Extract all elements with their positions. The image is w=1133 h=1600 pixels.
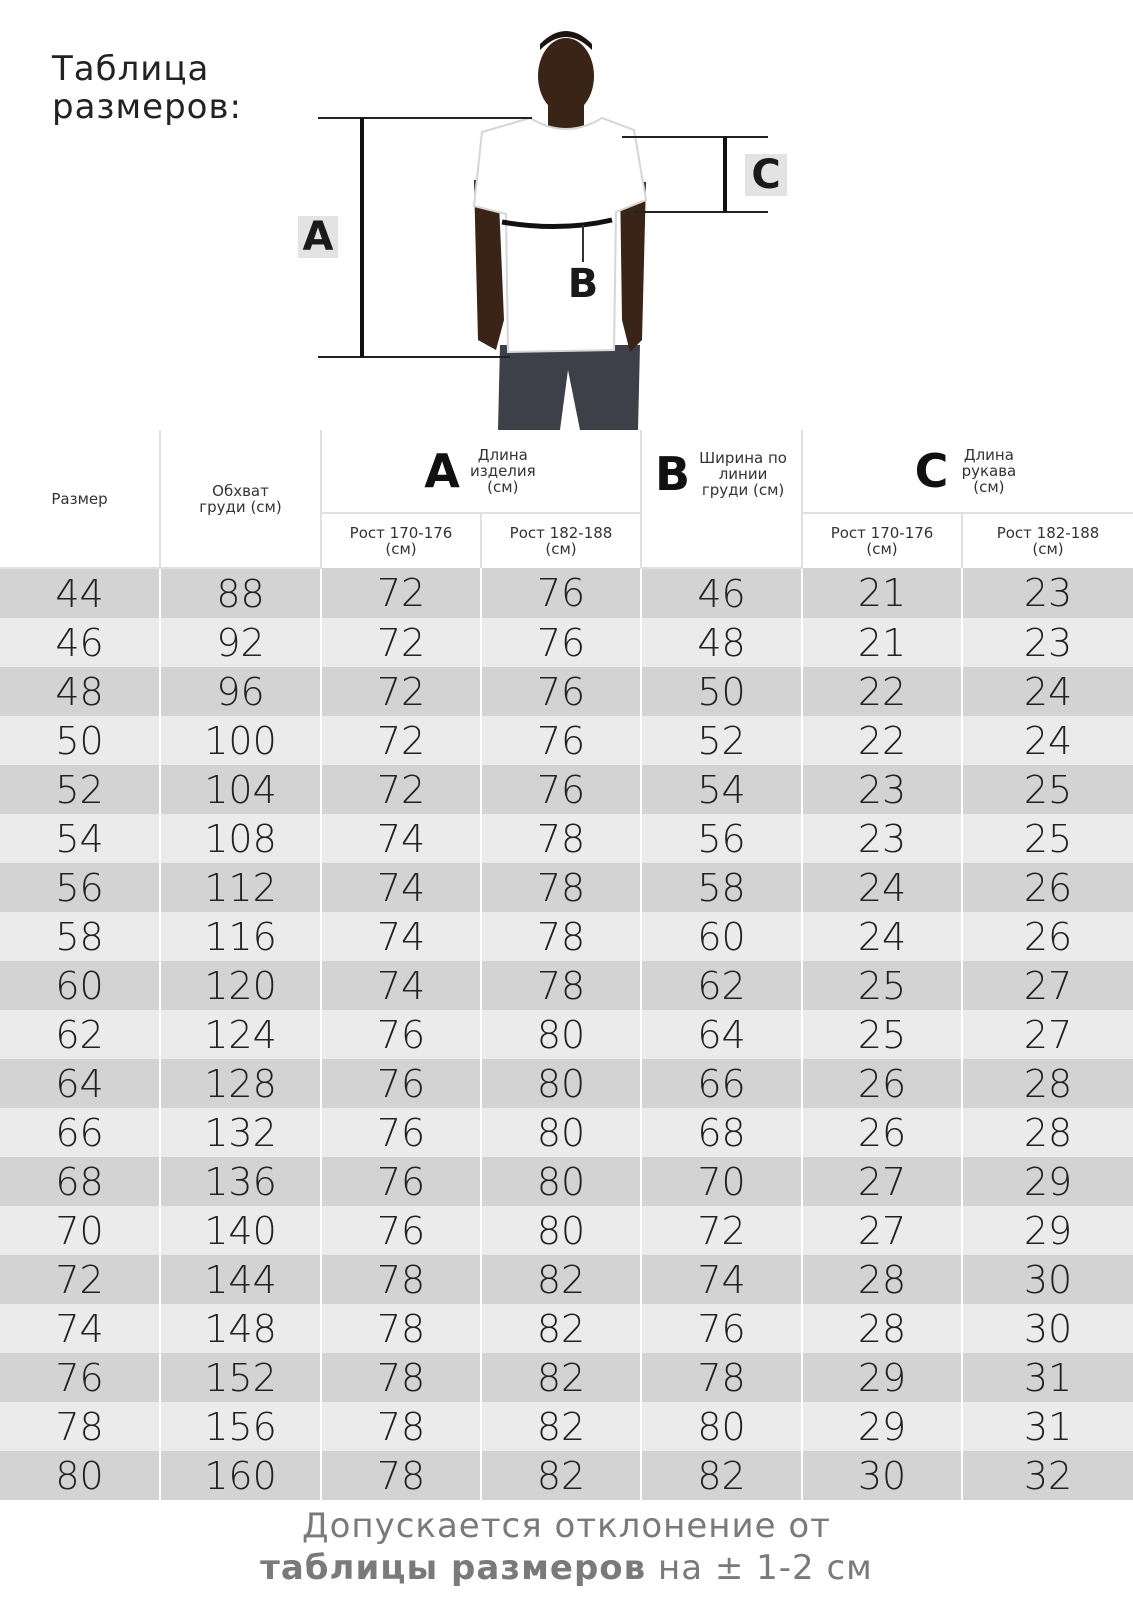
table-cell: 72 <box>321 765 481 814</box>
table-cell: 24 <box>962 716 1133 765</box>
table-cell: 72 <box>321 716 481 765</box>
header-a: A Длина изделия (см) <box>321 430 641 513</box>
table-row <box>0 1108 1133 1157</box>
table-cell: 24 <box>802 912 962 961</box>
table-cell: 76 <box>321 1206 481 1255</box>
table-cell: 80 <box>481 1059 641 1108</box>
header-b: B Ширина по линии груди (см) <box>641 430 802 568</box>
table-cell: 160 <box>160 1451 321 1500</box>
table-cell: 104 <box>160 765 321 814</box>
table-cell: 56 <box>0 863 160 912</box>
table-cell: 31 <box>962 1402 1133 1451</box>
table-cell: 96 <box>160 667 321 716</box>
table-cell: 62 <box>641 961 802 1010</box>
table-cell: 80 <box>641 1402 802 1451</box>
table-cell: 82 <box>481 1255 641 1304</box>
table-cell: 50 <box>641 667 802 716</box>
table-cell: 64 <box>641 1010 802 1059</box>
table-cell: 27 <box>962 1010 1133 1059</box>
table-cell: 58 <box>641 863 802 912</box>
table-cell: 62 <box>0 1010 160 1059</box>
table-cell: 22 <box>802 716 962 765</box>
table-cell: 21 <box>802 568 962 618</box>
table-row <box>0 1010 1133 1059</box>
table-cell: 56 <box>641 814 802 863</box>
table-cell: 124 <box>160 1010 321 1059</box>
table-row <box>0 961 1133 1010</box>
table-cell: 76 <box>321 1010 481 1059</box>
table-cell: 136 <box>160 1157 321 1206</box>
table-cell: 68 <box>641 1108 802 1157</box>
table-cell: 78 <box>0 1402 160 1451</box>
table-cell: 82 <box>481 1304 641 1353</box>
table-cell: 48 <box>641 618 802 667</box>
table-cell: 80 <box>481 1157 641 1206</box>
table-cell: 74 <box>321 961 481 1010</box>
table-cell: 31 <box>962 1353 1133 1402</box>
table-cell: 80 <box>481 1108 641 1157</box>
table-row <box>0 568 1133 618</box>
table-cell: 26 <box>962 863 1133 912</box>
table-cell: 144 <box>160 1255 321 1304</box>
header-c-height2: Рост 182-188 (см) <box>962 513 1133 568</box>
table-row <box>0 1304 1133 1353</box>
table-cell: 76 <box>481 667 641 716</box>
table-cell: 30 <box>962 1255 1133 1304</box>
table-cell: 74 <box>0 1304 160 1353</box>
table-cell: 30 <box>802 1451 962 1500</box>
table-cell: 74 <box>641 1255 802 1304</box>
table-cell: 100 <box>160 716 321 765</box>
table-cell: 132 <box>160 1108 321 1157</box>
table-cell: 82 <box>481 1353 641 1402</box>
table-cell: 28 <box>802 1304 962 1353</box>
table-row <box>0 667 1133 716</box>
table-cell: 29 <box>962 1157 1133 1206</box>
table-cell: 74 <box>321 912 481 961</box>
table-cell: 46 <box>641 568 802 618</box>
table-cell: 88 <box>160 568 321 618</box>
table-cell: 92 <box>160 618 321 667</box>
table-cell: 54 <box>641 765 802 814</box>
table-cell: 24 <box>962 667 1133 716</box>
table-cell: 27 <box>802 1206 962 1255</box>
table-cell: 25 <box>802 1010 962 1059</box>
table-row <box>0 863 1133 912</box>
table-cell: 68 <box>0 1157 160 1206</box>
header-c: C Длина рукава (см) <box>802 430 1133 513</box>
table-cell: 28 <box>962 1059 1133 1108</box>
table-cell: 78 <box>481 863 641 912</box>
label-a: A <box>298 216 338 258</box>
table-cell: 78 <box>321 1451 481 1500</box>
table-cell: 27 <box>802 1157 962 1206</box>
header-size: Размер <box>0 430 160 568</box>
table-cell: 116 <box>160 912 321 961</box>
footer-bold: таблицы размеров <box>260 1548 647 1588</box>
table-cell: 50 <box>0 716 160 765</box>
table-cell: 76 <box>481 618 641 667</box>
label-c: C <box>745 154 787 196</box>
table-cell: 80 <box>481 1206 641 1255</box>
table-row <box>0 814 1133 863</box>
table-cell: 74 <box>321 814 481 863</box>
table-cell: 108 <box>160 814 321 863</box>
table-cell: 60 <box>0 961 160 1010</box>
table-cell: 72 <box>0 1255 160 1304</box>
table-cell: 156 <box>160 1402 321 1451</box>
person-illustration <box>474 31 646 430</box>
table-row <box>0 1157 1133 1206</box>
table-cell: 72 <box>321 667 481 716</box>
table-cell: 26 <box>802 1108 962 1157</box>
table-cell: 27 <box>962 961 1133 1010</box>
table-cell: 29 <box>802 1402 962 1451</box>
table-cell: 28 <box>962 1108 1133 1157</box>
table-cell: 48 <box>0 667 160 716</box>
table-cell: 23 <box>962 568 1133 618</box>
table-cell: 82 <box>481 1451 641 1500</box>
table-row <box>0 716 1133 765</box>
table-cell: 76 <box>321 1108 481 1157</box>
label-b: B <box>563 262 603 306</box>
table-cell: 80 <box>481 1010 641 1059</box>
table-cell: 66 <box>641 1059 802 1108</box>
table-cell: 128 <box>160 1059 321 1108</box>
table-cell: 78 <box>321 1304 481 1353</box>
table-cell: 78 <box>481 912 641 961</box>
table-cell: 152 <box>160 1353 321 1402</box>
header-chest: Обхват груди (см) <box>160 430 321 568</box>
table-cell: 78 <box>321 1402 481 1451</box>
header-a-height2: Рост 182-188 (см) <box>481 513 641 568</box>
table-cell: 76 <box>0 1353 160 1402</box>
table-cell: 52 <box>0 765 160 814</box>
table-row <box>0 1353 1133 1402</box>
table-cell: 82 <box>481 1402 641 1451</box>
table-cell: 25 <box>962 814 1133 863</box>
table-cell: 46 <box>0 618 160 667</box>
table-cell: 22 <box>802 667 962 716</box>
table-cell: 29 <box>802 1353 962 1402</box>
table-cell: 32 <box>962 1451 1133 1500</box>
table-cell: 112 <box>160 863 321 912</box>
header-c-height1: Рост 170-176 (см) <box>802 513 962 568</box>
table-cell: 78 <box>321 1353 481 1402</box>
table-row <box>0 618 1133 667</box>
table-cell: 76 <box>481 765 641 814</box>
table-cell: 148 <box>160 1304 321 1353</box>
table-cell: 78 <box>481 814 641 863</box>
table-cell: 23 <box>802 814 962 863</box>
table-cell: 44 <box>0 568 160 618</box>
table-cell: 80 <box>0 1451 160 1500</box>
table-cell: 120 <box>160 961 321 1010</box>
table-cell: 76 <box>321 1157 481 1206</box>
table-cell: 26 <box>802 1059 962 1108</box>
table-cell: 21 <box>802 618 962 667</box>
table-cell: 29 <box>962 1206 1133 1255</box>
table-cell: 78 <box>641 1353 802 1402</box>
table-cell: 58 <box>0 912 160 961</box>
table-row <box>0 1451 1133 1500</box>
table-row <box>0 1059 1133 1108</box>
table-cell: 72 <box>321 568 481 618</box>
table-cell: 25 <box>962 765 1133 814</box>
header-a-height1: Рост 170-176 (см) <box>321 513 481 568</box>
table-cell: 28 <box>802 1255 962 1304</box>
table-cell: 26 <box>962 912 1133 961</box>
table-cell: 72 <box>321 618 481 667</box>
footer-line2 <box>0 1547 1133 1589</box>
table-cell: 23 <box>962 618 1133 667</box>
table-cell: 30 <box>962 1304 1133 1353</box>
table-cell: 70 <box>0 1206 160 1255</box>
table-row <box>0 1206 1133 1255</box>
table-cell: 82 <box>641 1451 802 1500</box>
table-cell: 76 <box>481 716 641 765</box>
size-table <box>0 430 1133 1500</box>
table-row <box>0 1402 1133 1451</box>
footer-line1: Допускается отклонение от <box>302 1506 831 1546</box>
table-cell: 76 <box>641 1304 802 1353</box>
table-row <box>0 765 1133 814</box>
table-cell: 23 <box>802 765 962 814</box>
table-cell: 25 <box>802 961 962 1010</box>
table-row <box>0 912 1133 961</box>
table-row <box>0 1255 1133 1304</box>
table-cell: 24 <box>802 863 962 912</box>
table-cell: 74 <box>321 863 481 912</box>
table-cell: 70 <box>641 1157 802 1206</box>
table-cell: 54 <box>0 814 160 863</box>
table-cell: 140 <box>160 1206 321 1255</box>
table-cell: 52 <box>641 716 802 765</box>
table-cell: 76 <box>321 1059 481 1108</box>
footer-note <box>0 1505 1133 1589</box>
table-cell: 78 <box>321 1255 481 1304</box>
table-cell: 64 <box>0 1059 160 1108</box>
table-cell: 72 <box>641 1206 802 1255</box>
tshirt-measurement-figure <box>0 0 1133 430</box>
table-cell: 66 <box>0 1108 160 1157</box>
table-cell: 78 <box>481 961 641 1010</box>
footer-rest: на ± 1-2 см <box>646 1548 873 1588</box>
table-cell: 60 <box>641 912 802 961</box>
page-title: Таблица размеров: <box>52 49 242 127</box>
table-cell: 76 <box>481 568 641 618</box>
